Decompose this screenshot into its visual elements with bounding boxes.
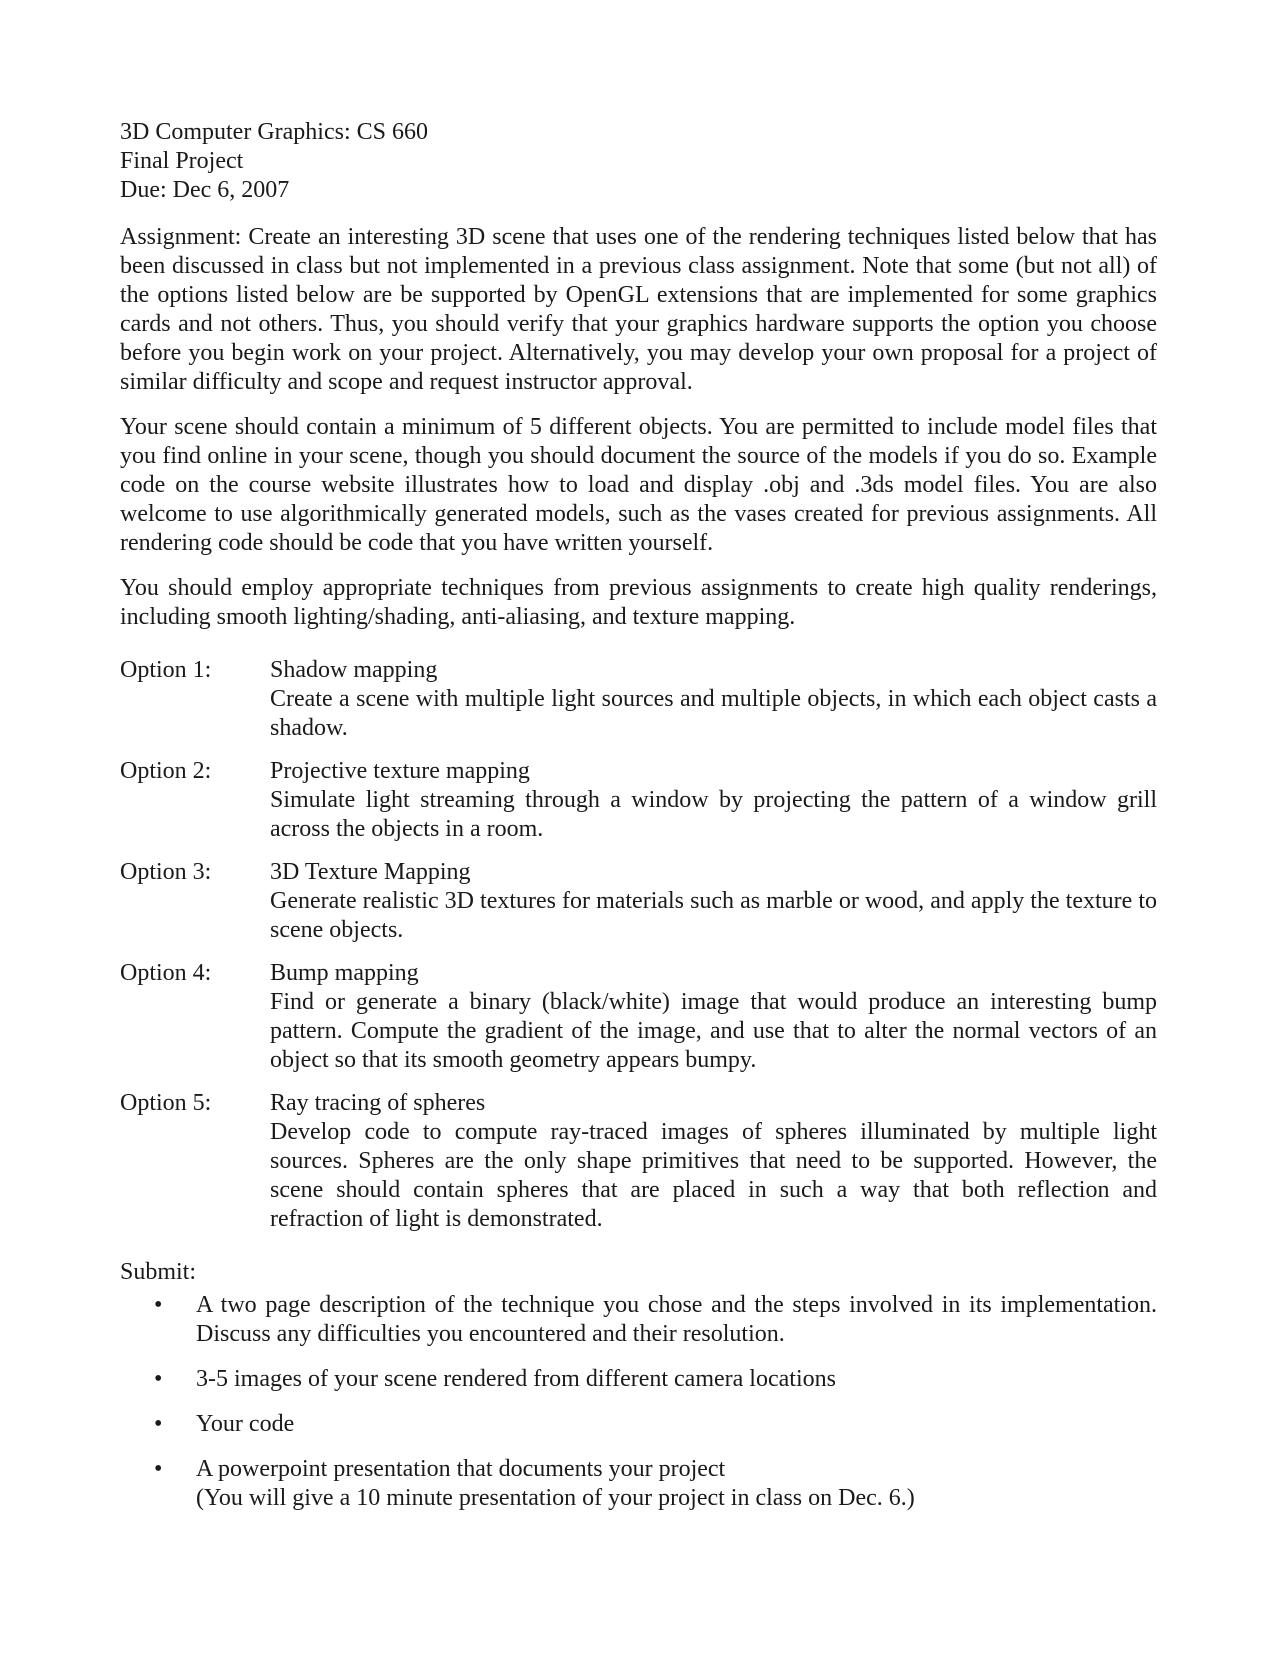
submit-item-text: A powerpoint presentation that documents your project: [196, 1456, 726, 1482]
bullet-icon: •: [154, 1411, 163, 1437]
option-title: Shadow mapping: [270, 657, 438, 683]
option-item: [120, 1089, 1157, 1234]
option-title: Ray tracing of spheres: [270, 1090, 486, 1116]
option-label: Option 1:: [120, 657, 212, 683]
presentation-note: (You will give a 10 minute presentation of your project in class on Dec. 6.): [196, 1485, 915, 1511]
option-label: Option 3:: [120, 859, 212, 885]
bullet-icon: •: [154, 1366, 163, 1392]
bullet-icon: •: [154, 1456, 163, 1482]
option-body: [270, 959, 1157, 1075]
option-item: [120, 656, 1157, 743]
assignment-paragraph: Assignment: Create an interesting 3D scene that uses one of the rendering techniques listed below that has been discussed in class but not implemented in a previous class assignment. Note that some (but not all) of the options listed below are be supported by OpenGL extensions that are implemented for some graphics cards and not others. Thus, you should verify that your graphics hardware supports the option you choose before you begin work on your project. Alternatively, you may develop your own proposal for a project of similar difficulty and scope and request instructor approval.: [120, 224, 1157, 395]
submit-item: [120, 1410, 1157, 1439]
submit-heading: Submit:: [120, 1259, 197, 1285]
due-date: Due: Dec 6, 2007: [120, 177, 290, 203]
project-title: Final Project: [120, 148, 244, 174]
bullet-icon: •: [154, 1292, 163, 1318]
option-body: [270, 1089, 1157, 1234]
option-body: [270, 858, 1157, 945]
techniques-paragraph: You should employ appropriate techniques from previous assignments to create high quality renderings, including smooth lighting/shading, anti-aliasing, and texture mapping.: [120, 575, 1157, 630]
option-label: Option 2:: [120, 758, 212, 784]
document-page: [120, 118, 1157, 1529]
submit-item: [120, 1291, 1157, 1349]
option-body: [270, 757, 1157, 844]
submit-item: [120, 1455, 1157, 1513]
option-item: [120, 757, 1157, 844]
option-body: [270, 656, 1157, 743]
option-item: [120, 959, 1157, 1075]
submit-item: [120, 1365, 1157, 1394]
option-description: Simulate light streaming through a window by projecting the pattern of a window grill across the objects in a room.: [270, 787, 1157, 842]
option-label: Option 4:: [120, 960, 212, 986]
document-header: [120, 118, 1157, 205]
option-description: Develop code to compute ray-traced images of spheres illuminated by multiple light sources. Spheres are the only shape primitives that need to be supported. However, the scene should contain spheres that are placed in such a way that both reflection and refraction of light is demonstrated.: [270, 1119, 1157, 1232]
options-list: [120, 656, 1157, 1234]
scene-requirements-paragraph: Your scene should contain a minimum of 5 different objects. You are permitted to include model files that you find online in your scene, though you should document the source of the models if you do so. Example code on the course website illustrates how to load and display .obj and .3ds model files. You are also welcome to use algorithmically generated models, such as the vases created for previous assignments. All rendering code should be code that you have written yourself.: [120, 414, 1157, 556]
option-title: Bump mapping: [270, 960, 419, 986]
option-title: 3D Texture Mapping: [270, 859, 471, 885]
option-item: [120, 858, 1157, 945]
option-title: Projective texture mapping: [270, 758, 530, 784]
submit-list: [120, 1291, 1157, 1513]
option-description: Create a scene with multiple light sources and multiple objects, in which each object casts a shadow.: [270, 686, 1157, 741]
submit-item-text: 3-5 images of your scene rendered from different camera locations: [196, 1366, 836, 1392]
option-description: Find or generate a binary (black/white) image that would produce an interesting bump pattern. Compute the gradient of the image, and use that to alter the normal vectors of an object so that its smooth geometry appears bumpy.: [270, 989, 1157, 1073]
submit-item-text: A two page description of the technique you chose and the steps involved in its implementation. Discuss any difficulties you encountered and their resolution.: [196, 1292, 1157, 1347]
option-label: Option 5:: [120, 1090, 212, 1116]
course-title: 3D Computer Graphics: CS 660: [120, 119, 428, 145]
option-description: Generate realistic 3D textures for materials such as marble or wood, and apply the texture to scene objects.: [270, 888, 1157, 943]
submit-item-text: Your code: [196, 1411, 295, 1437]
